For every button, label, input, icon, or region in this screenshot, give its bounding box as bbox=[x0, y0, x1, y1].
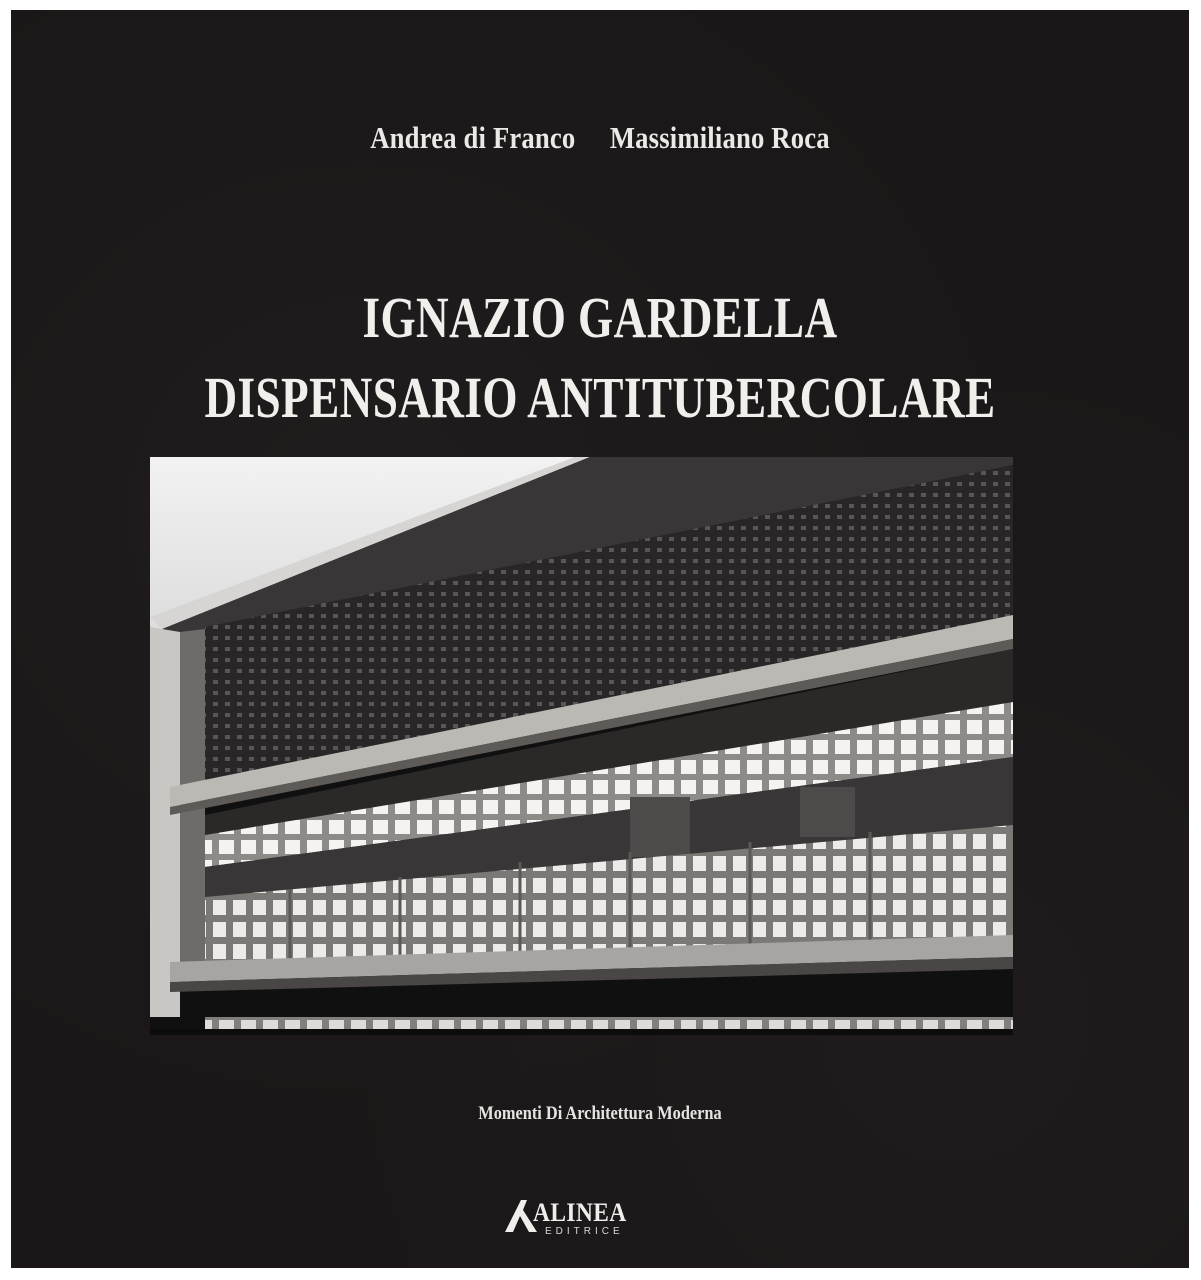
publisher-logo bbox=[503, 1196, 673, 1248]
title-line-2: DISPENSARIO ANTITUBERCOLARE bbox=[204, 365, 996, 430]
author-1: Andrea di Franco bbox=[370, 120, 576, 155]
publisher-sub: EDITRICE bbox=[545, 1226, 624, 1237]
series-name: Momenti Di Architettura Moderna bbox=[478, 1103, 722, 1124]
publisher-name: ALINEA bbox=[533, 1198, 627, 1227]
cover-photo bbox=[150, 457, 1013, 1035]
author-2: Massimiliano Roca bbox=[609, 120, 830, 155]
book-cover bbox=[11, 10, 1189, 1268]
authors bbox=[93, 120, 1106, 156]
book-title bbox=[141, 278, 1060, 438]
title-line-1: IGNAZIO GARDELLA bbox=[362, 285, 838, 350]
